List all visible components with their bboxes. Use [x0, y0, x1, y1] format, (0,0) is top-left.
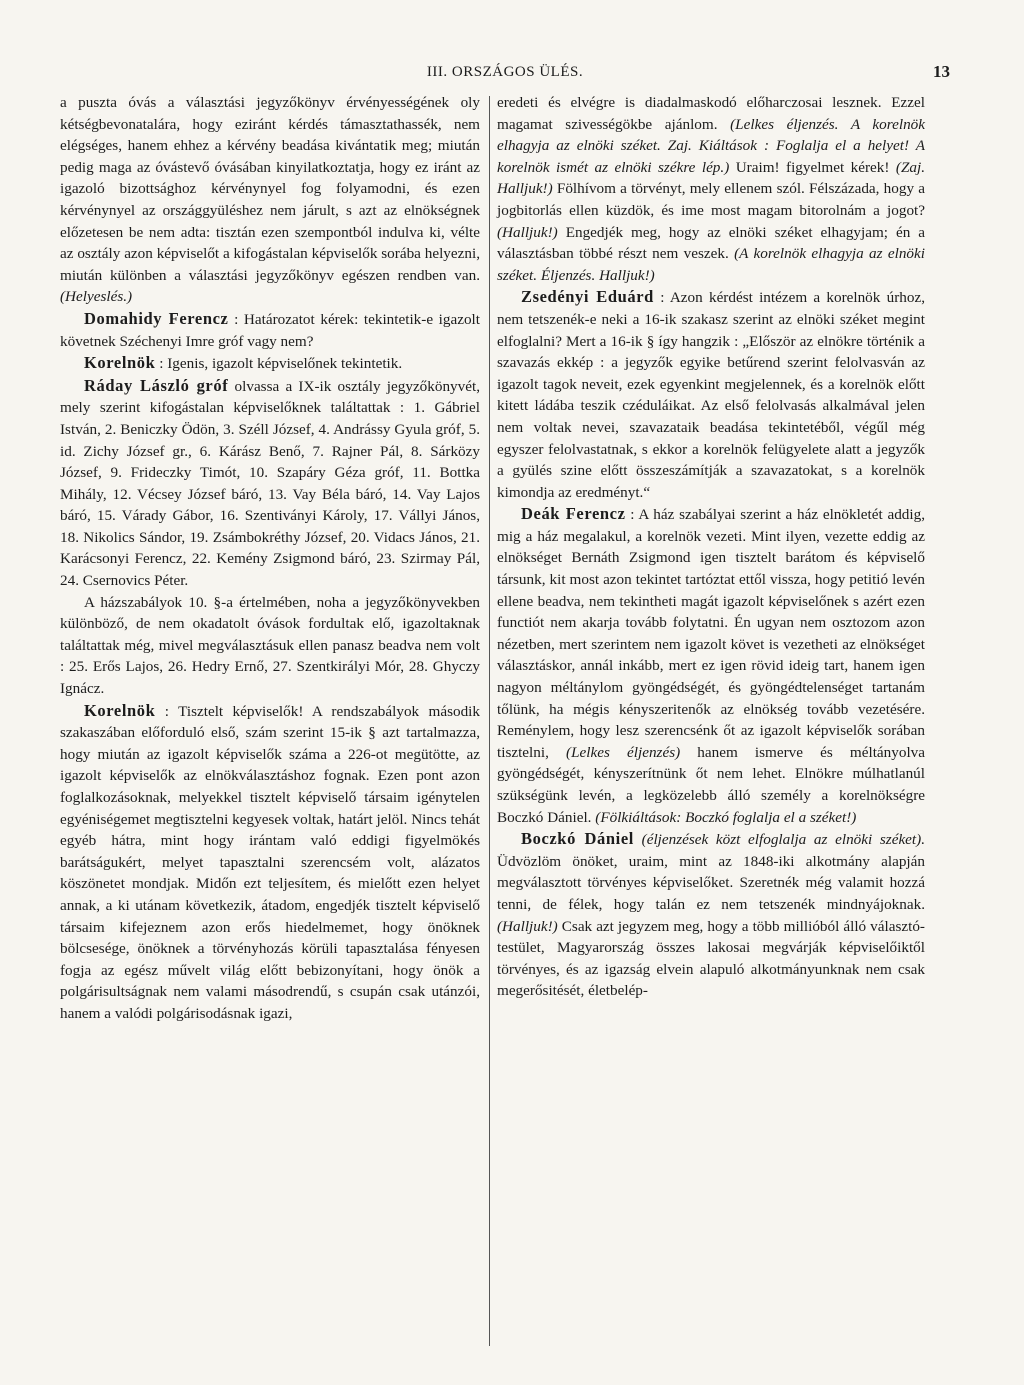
- paragraph-text: Csak azt jegyzem meg, hogy a több millióból álló választó-testület, Magyarország összes lakosai megvárják képviselőiktől törvényes, és az igazság elvein alapuló alkotmányunknak nem csak megerősitését, életbelép-: [497, 917, 925, 1000]
- stage-direction: (Zaj. Halljuk!): [497, 158, 926, 198]
- stage-direction: (Lelkes éljenzés. A korelnök elhagyja az elnöki széket. Zaj. Kiáltások : Foglalja el a helyet! A korelnök ismét az elnöki székre lép.): [497, 115, 926, 176]
- speaker-name: Boczkó Dániel: [521, 829, 634, 849]
- column-divider: [489, 96, 490, 1346]
- speaker-name: Korelnök: [84, 700, 156, 720]
- left-text-column: [60, 92, 480, 1025]
- paragraph: [60, 592, 480, 700]
- paragraph-text: Fölhívom a törvényt, mely ellenem szól. Félszázada, hogy a jogbitorlás ellen küzdök, és ime most magam bitorolnám a jogot?: [497, 180, 925, 219]
- stage-direction: (A korelnök elhagyja az elnöki széket. Éljenzés. Halljuk!): [497, 245, 925, 284]
- paragraph: [60, 308, 480, 352]
- speaker-name: Korelnök: [84, 353, 156, 373]
- speaker-name: Deák Ferencz: [521, 504, 626, 524]
- stage-direction: (éljenzések közt elfoglalja az elnöki széket).: [641, 831, 926, 849]
- stage-direction: (Halljuk!): [497, 223, 558, 241]
- paragraph: [60, 352, 480, 375]
- paragraph-text: : Azon kérdést intézem a korelnök úrhoz, nem tetszenék-e neki a 16-ik szakasz szerint az elnöki széket megint elfoglalni? Mert a 16-ik § így hangzik : „Először az elnökre történik a szavazás ekkép : a jegyzők egyike betűrend szerint felolvasván az igazolt tagok neveit, ezek egyenkint megjelennek, és a korelnök előtt kitett ládába teszik czéduláikat. Az első felolvasás alkalmával jelen nem voltak nevei, szavazataik beadása tekintetéből, végűl még egyszer felolvastatnak, s ekkor a korelnök felügyelete alatt a jegyzők a gyülés szine előtt összeszámítják a szavazatokat, s a korelnök kimondja az eredményt.“: [497, 289, 925, 501]
- paragraph-text: a puszta óvás a választási jegyzőkönyv érvényességének oly kétségbevonatalára, hogy eziránt kérdés támasztathassék, nem elégséges, hanem ehhez a kérvény beadása kivántatik meg; miután pedig maga az óvástevő óvásában kinyilatkoztatja, hogy ez iránt az igazoló bizottsághoz kérvénynyel fog folyamodni, és ezen kérvénynyel az országgyüléshez nem járult, s azt az elnökségnek előzetesen be nem adta: tisztán ezen szempontból indulva ki, vélte az osztály azon képviselőt a kifogástalan képviselők sorába helyezni, miután különben a választási jegyzőkönyv egészen rendben van.: [60, 94, 480, 284]
- paragraph-text: [634, 831, 642, 848]
- paragraph-text: : Határozatot kérek: tekintetik-e igazolt követnek Széchenyi Imre gróf vagy nem?: [60, 310, 480, 350]
- paragraph-text: : Igenis, igazolt képviselőnek tekintetik.: [155, 355, 403, 373]
- paragraph-text: Engedjék meg, hogy az elnöki széket elhagyjam; én a választásban többé részt nem veszek.: [497, 223, 925, 263]
- speaker-name: Ráday László gróf: [84, 375, 229, 395]
- paragraph-text: : Tisztelt képviselők! A rendszabályok második szakaszában előforduló első, szám szerint 15-ik § azt tartalmazza, hogy miután az igazolt képviselők száma a 226-ot megütötte, az igazolt képviselők az elnökválasztáshoz fognak. Ezen pont azon foglalkozásoknak, melyekkel tisztelt képviselő társaim igénytelen egyéniségemet megtisztelni kegyesek voltak, határt jelöl. Nincs tehát egyéb hátra, mint hogy irántam való eddigi figyelmökés barátságukért, melyet tapasztalni szerencsém volt, alázatos köszönetet mondjak. Midőn ezt teljesítem, és mielőtt ezen helyet annak, a ki utánam következik, átadom, engedjék tisztelt képviselő társaim kifejeznem azon erős hiedelmemet, hogy önöknek bölcsesége, önöknek a törvényhozás körüli tapasztalása fényesen fogja az egész művelt világ előtt bebizonyítani, hogy önök a polgárisultságnak nem valami másodrendű, s csupán csak utánzói, hanem a valódi polgárisodásnak igazi,: [60, 702, 480, 1022]
- stage-direction: (Halljuk!): [497, 917, 558, 935]
- paragraph-text: hanem ismerve és méltányolva gyöngédségét, kényszerítnünk őt nem lehet. Elnökre múlhatlanúl szükségünk levén, a legközelebb álló személy a korelnökségre Boczkó Dániel.: [497, 743, 926, 826]
- paragraph-text: Uraim! figyelmet kérek!: [729, 158, 896, 176]
- paragraph: [60, 700, 480, 1025]
- paragraph: [497, 828, 925, 1002]
- speaker-name: Domahidy Ferencz: [84, 308, 229, 328]
- paragraph-text: Üdvözlöm önöket, uraim, mint az 1848-iki alkotmány alapján megválasztott törvényes képviselőket. Szeretnék még valamit hozzá tenni, de félek, hogy talán ez nem tetszenék mindnyájoknak.: [497, 852, 925, 913]
- paragraph-text: : A ház szabályai szerint a ház elnökletét addig, mig a ház megalakul, a korelnök vezeti. Mint ilyen, vezette eddig az elnökséget Bernáth Zsigmond igen tisztelt barátom és képviselő társunk, kit most azon tekintet tartóztat ettől vissza, hogy petitió levén ellene beadva, nem tekintheti magát igazolt képviselőnek s azért ezen functiót nem akarja tovább folytatni. Én ugyan nem osztozom azon nézetben, mert szerintem nem igazolt követ is vezetheti az elnökséget választáskor, annál inkább, mert ez igen rövid ideig tart, hanem igen nagyon méltánylom gyöngédségét, és gyöngédtelenséget tartanám tőlünk, ha mégis kényszeritenők az elnökség tovább vezetésére. Reménylem, hogy lesz szerencsénk őt az igazolt képviselők sorában tisztelni,: [497, 506, 925, 761]
- page-number: 13: [933, 62, 950, 81]
- paragraph: [60, 375, 480, 592]
- stage-direction: (Lelkes éljenzés): [566, 743, 681, 761]
- right-text-column: [497, 92, 925, 1002]
- running-title: III. ORSZÁGOS ÜLÉS.: [426, 64, 584, 80]
- paragraph-text: eredeti és elvégre is diadalmaskodó előharczosai lesznek. Ezzel magamat szivességökbe ajánlom.: [497, 94, 925, 133]
- paragraph: [497, 503, 925, 828]
- page-header: [60, 64, 950, 90]
- speaker-name: Zsedényi Eduárd: [521, 287, 654, 307]
- paragraph: [497, 286, 925, 503]
- stage-direction: (Helyeslés.): [60, 288, 133, 306]
- paragraph: [497, 92, 925, 286]
- paragraph-text: olvassa a IX-ik osztály jegyzőkönyvét, mely szerint kifogástalan képviselőknek találtattak : 1. Gábriel István, 2. Beniczky Ödön, 3. Széll József, 4. Andrássy Gyula gróf, 5. id. Zichy József gr., 6. Kárász Benő, 7. Rajner Pál, 8. Sárközy József, 9. Frideczky Timót, 10. Szapáry Géza gróf, 11. Bottka Mihály, 12. Vécsey József báró, 13. Vay Béla báró, 14. Vay Lajos báró, 15. Várady Gábor, 16. Szentiványi Károly, 17. Vállyi János, 18. Nikolics Sándor, 19. Zsámbokréthy József, 20. Vidacs János, 21. Karácsonyi Ferencz, 22. Kemény Zsigmond báró, 23. Szirmay Pál, 24. Csernovics Péter.: [60, 377, 481, 590]
- stage-direction: (Fölkiáltások: Boczkó foglalja el a széket!): [595, 808, 857, 826]
- paragraph-text: A házszabályok 10. §-a értelmében, noha a jegyzőkönyvekben különböző, de nem okadatolt óvások fordultak elő, igazoltaknak találtattak még, mivel megválasztásuk ellen panasz beadva nem volt : 25. Erős Lajos, 26. Hedry Ernő, 27. Szentkirályi Mór, 28. Ghyczy Ignácz.: [60, 593, 480, 698]
- paragraph: [60, 92, 480, 308]
